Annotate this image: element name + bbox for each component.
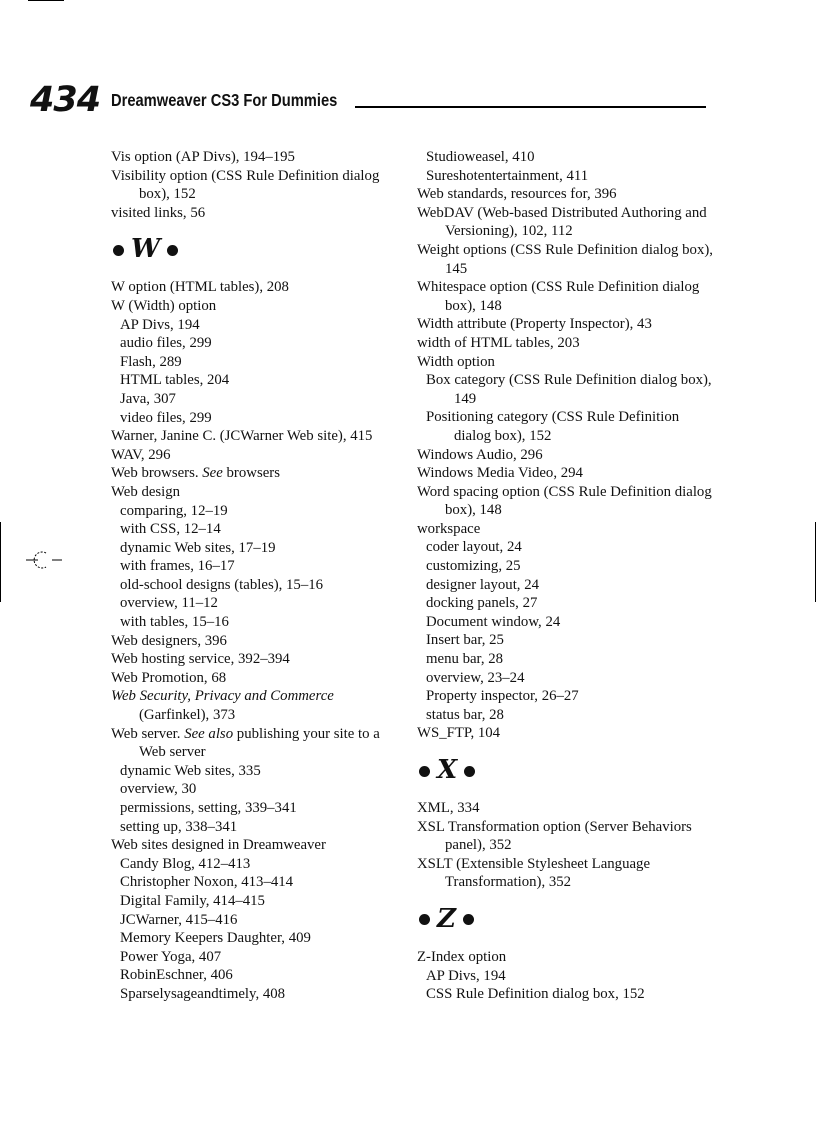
index-entry: Weight options (CSS Rule Definition dialog box), 145 bbox=[417, 241, 713, 277]
index-entry: W (Width) option bbox=[111, 297, 217, 314]
index-entry: Web browsers. See browsers bbox=[111, 465, 280, 482]
index-subentry: customizing, 25 bbox=[426, 558, 521, 575]
index-entry: WebDAV (Web-based Distributed Authoring and Versioning), 102, 112 bbox=[417, 204, 707, 240]
index-subentry: Positioning category (CSS Rule Definition dialog box), 152 bbox=[426, 409, 680, 444]
index-subentry: HTML tables, 204 bbox=[120, 372, 230, 389]
index-subentry: overview, 23–24 bbox=[426, 669, 525, 686]
index-subentry: docking panels, 27 bbox=[426, 595, 538, 612]
index-entry: Word spacing option (CSS Rule Definition dialog box), 148 bbox=[417, 483, 712, 519]
index-entry: Web sites designed in Dreamweaver bbox=[111, 837, 326, 854]
index-entry: Windows Media Video, 294 bbox=[417, 465, 583, 482]
index-entry: Web design bbox=[111, 483, 181, 500]
index-subentry: with frames, 16–17 bbox=[120, 558, 235, 575]
index-entry: Web standards, resources for, 396 bbox=[417, 186, 617, 203]
index-entry: Web Promotion, 68 bbox=[111, 669, 227, 686]
index-entry: XSLT (Extensible Stylesheet Language Transformation), 352 bbox=[417, 855, 651, 891]
index-entry: width of HTML tables, 203 bbox=[417, 334, 580, 351]
index-column-left bbox=[111, 148, 406, 1004]
index-entry: Web hosting service, 392–394 bbox=[111, 651, 290, 668]
index-entry: Z-Index option bbox=[417, 948, 507, 965]
index-subentry: Box category (CSS Rule Definition dialog box), 149 bbox=[426, 372, 712, 407]
index-subentry: Sparselysageandtimely, 408 bbox=[120, 985, 286, 1002]
index-entry: Width option bbox=[417, 353, 495, 370]
index-entry: Width attribute (Property Inspector), 43 bbox=[417, 316, 652, 333]
index-subentry: setting up, 338–341 bbox=[120, 818, 238, 835]
index-subentry: old-school designs (tables), 15–16 bbox=[120, 576, 324, 593]
index-column-right bbox=[417, 148, 715, 1004]
section-heading bbox=[113, 234, 406, 264]
index-subentry: AP Divs, 194 bbox=[120, 316, 200, 333]
index-entry: Windows Audio, 296 bbox=[417, 446, 543, 463]
header-rule bbox=[355, 106, 706, 108]
index-subentry: Candy Blog, 412–413 bbox=[120, 855, 251, 872]
index-entry: WAV, 296 bbox=[111, 446, 171, 463]
index-subentry: overview, 11–12 bbox=[120, 595, 218, 612]
index-subentry: status bar, 28 bbox=[426, 706, 504, 723]
index-entry: Warner, Janine C. (JCWarner Web site), 415 bbox=[111, 428, 373, 445]
index-entry: Vis option (AP Divs), 194–195 bbox=[111, 149, 295, 165]
index-subentry: dynamic Web sites, 17–19 bbox=[120, 539, 276, 556]
index-subentry: RobinEschner, 406 bbox=[120, 967, 233, 984]
section-letter: X bbox=[437, 755, 458, 785]
index-subentry: comparing, 12–19 bbox=[120, 502, 228, 519]
index-subentry: video files, 299 bbox=[120, 409, 212, 426]
index-subentry: Flash, 289 bbox=[120, 353, 182, 370]
index-entry: workspace bbox=[417, 520, 481, 537]
bullet-icon bbox=[419, 914, 430, 925]
index-entry: Web server. See also publishing your site to a Web server bbox=[111, 725, 380, 761]
index-subentry: CSS Rule Definition dialog box, 152 bbox=[426, 986, 645, 1003]
bullet-icon bbox=[419, 766, 430, 777]
index-entry: visited links, 56 bbox=[111, 204, 206, 221]
bullet-icon bbox=[463, 914, 474, 925]
index-subentry: overview, 30 bbox=[120, 781, 197, 798]
book-title: Dreamweaver CS3 For Dummies bbox=[111, 90, 338, 110]
registration-mark-icon bbox=[24, 548, 64, 572]
index-subentry: AP Divs, 194 bbox=[426, 967, 506, 984]
index-subentry: Java, 307 bbox=[120, 390, 176, 407]
index-subentry: designer layout, 24 bbox=[426, 576, 540, 593]
index-entry: W option (HTML tables), 208 bbox=[111, 279, 289, 296]
index-entry: Web Security, Privacy and Commerce (Garfinkel), 373 bbox=[111, 688, 334, 724]
index-subentry: audio files, 299 bbox=[120, 335, 212, 352]
index-subentry: coder layout, 24 bbox=[426, 539, 522, 556]
index-subentry: dynamic Web sites, 335 bbox=[120, 762, 261, 779]
index-subentry: Property inspector, 26–27 bbox=[426, 688, 579, 705]
crop-mark-top bbox=[28, 0, 64, 3]
section-letter: W bbox=[131, 234, 161, 265]
bullet-icon bbox=[167, 245, 178, 256]
index-entry: Whitespace option (CSS Rule Definition dialog box), 148 bbox=[417, 279, 700, 314]
index-subentry: Memory Keepers Daughter, 409 bbox=[120, 930, 311, 947]
index-subentry: Power Yoga, 407 bbox=[120, 948, 222, 965]
index-entry: XSL Transformation option (Server Behaviors panel), 352 bbox=[417, 818, 692, 854]
index-entry: XML, 334 bbox=[417, 800, 480, 816]
index-subentry: Insert bar, 25 bbox=[426, 632, 504, 649]
crop-mark-left bbox=[0, 522, 1, 602]
index-subentry: Digital Family, 414–415 bbox=[120, 892, 265, 909]
index-entry: Web designers, 396 bbox=[111, 632, 227, 649]
index-entry: Visibility option (CSS Rule Definition dialog box), 152 bbox=[111, 167, 380, 203]
section-heading bbox=[419, 904, 715, 934]
bullet-icon bbox=[113, 245, 124, 256]
index-subentry: with CSS, 12–14 bbox=[120, 521, 221, 538]
index-subentry: menu bar, 28 bbox=[426, 651, 504, 668]
index-subentry: Christopher Noxon, 413–414 bbox=[120, 874, 294, 891]
index-subentry: Studioweasel, 410 bbox=[426, 149, 535, 165]
index-entry: WS_FTP, 104 bbox=[417, 725, 501, 742]
section-heading bbox=[419, 755, 715, 785]
index-subentry: Sureshotentertainment, 411 bbox=[426, 167, 589, 184]
index-subentry: JCWarner, 415–416 bbox=[120, 911, 238, 928]
index-subentry: with tables, 15–16 bbox=[120, 614, 229, 631]
bullet-icon bbox=[464, 766, 475, 777]
page-number: 434 bbox=[30, 80, 101, 120]
index-subentry: permissions, setting, 339–341 bbox=[120, 800, 297, 816]
section-letter: Z bbox=[437, 903, 456, 934]
index-subentry: Document window, 24 bbox=[426, 613, 561, 630]
